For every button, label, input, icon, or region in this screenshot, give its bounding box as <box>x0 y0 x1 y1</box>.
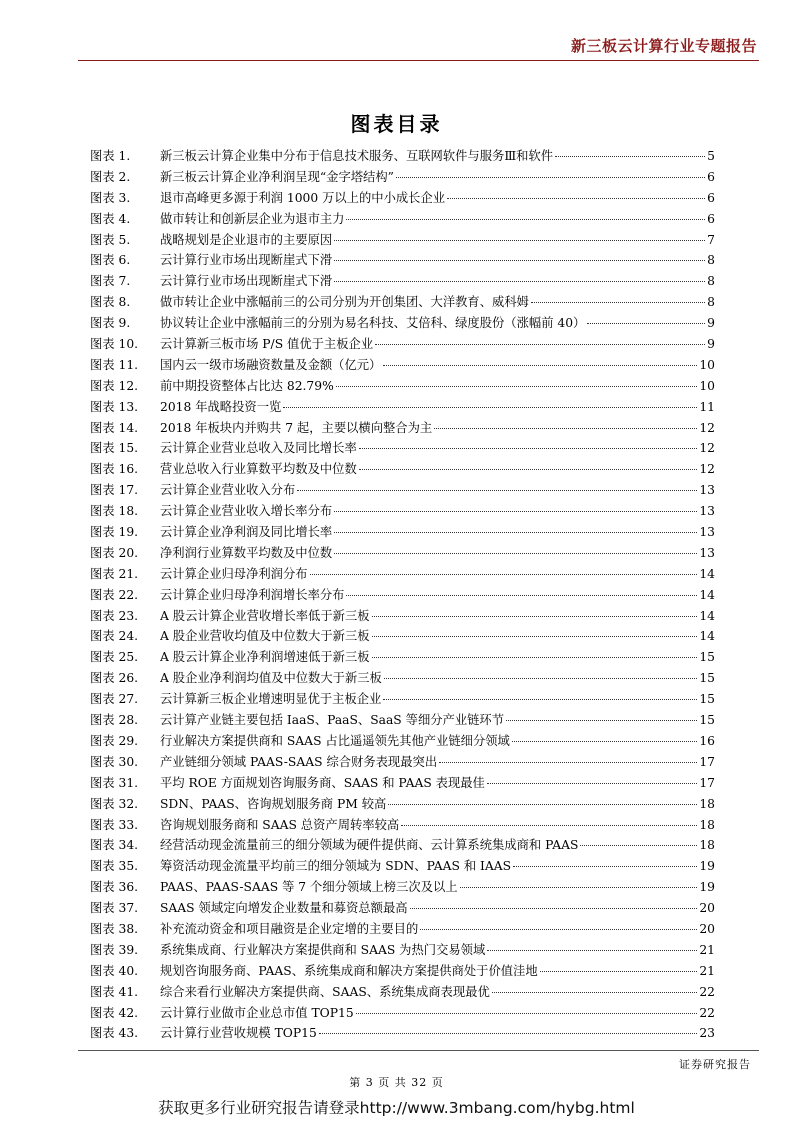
toc-leader-dots <box>492 992 698 993</box>
toc-entry-page: 15 <box>699 713 715 728</box>
toc-entry-title: 规划咨询服务商、PAAS、系统集成商和解决方案提供商处于价值洼地 <box>160 963 538 978</box>
toc-entry-label: 图表 14. <box>90 420 139 435</box>
toc-entry-label: 图表 10. <box>90 337 139 352</box>
toc-entry-page: 17 <box>699 775 715 790</box>
toc-entry-page: 9 <box>707 316 715 331</box>
toc-leader-dots <box>297 490 697 491</box>
toc-entry-page: 19 <box>699 880 715 895</box>
toc-entry-label: 图表 19. <box>90 525 139 540</box>
toc-leader-dots <box>372 657 698 658</box>
toc-entry-title: A 股企业净利润均值及中位数大于新三板 <box>160 671 382 686</box>
toc-entry-page: 5 <box>707 149 715 163</box>
toc-entry-label: 图表 18. <box>90 504 139 519</box>
toc-entry-label: 图表 24. <box>90 629 139 644</box>
toc-leader-dots <box>346 219 705 220</box>
toc-leader-dots <box>356 1013 698 1014</box>
toc-entry-page: 23 <box>699 1026 715 1041</box>
toc-entry-title: 新三板云计算企业集中分布于信息技术服务、互联网软件与服务Ⅲ和软件 <box>160 149 554 163</box>
toc-entry-label: 图表 17. <box>90 483 139 498</box>
toc-entry[interactable] <box>90 752 715 773</box>
toc-entry-page: 8 <box>707 274 715 289</box>
toc-entry-title: 营业总收入行业算数平均数及中位数 <box>160 462 357 477</box>
toc-leader-dots <box>336 386 698 387</box>
download-note[interactable]: 获取更多行业研究报告请登录http://www.3mbang.com/hybg.html <box>158 1099 635 1117</box>
toc-entry-page: 13 <box>699 504 715 519</box>
toc-entry-page: 14 <box>699 587 715 602</box>
toc-entry-page: 18 <box>699 817 715 832</box>
toc-entry-label: 图表 13. <box>90 399 139 414</box>
toc-entry-title: 云计算行业营收规模 TOP15 <box>160 1026 317 1041</box>
toc-entry-title: 做市转让和创新层企业为退市主力 <box>160 211 345 226</box>
toc-entry-label: 图表 37. <box>90 901 139 916</box>
toc-leader-dots <box>540 971 698 972</box>
toc-entry-label: 图表 31. <box>90 775 139 790</box>
toc-entry-title: 产业链细分领域 PAAS-SAAS 综合财务表现最突出 <box>160 754 438 769</box>
toc-entry[interactable] <box>90 877 715 898</box>
toc-entry-title: 2018 年战略投资一览 <box>160 399 282 414</box>
toc-entry-page: 18 <box>699 838 715 853</box>
toc-entry[interactable] <box>90 647 715 668</box>
toc-leader-dots <box>334 240 705 241</box>
toc-leader-dots <box>396 177 705 178</box>
toc-leader-dots <box>319 1033 698 1034</box>
toc-entry-page: 8 <box>707 253 715 268</box>
toc-entry[interactable] <box>90 146 715 167</box>
toc-leader-dots <box>383 365 697 366</box>
toc-entry[interactable] <box>90 459 715 480</box>
toc-entry-label: 图表 34. <box>90 838 139 853</box>
toc-entry[interactable] <box>90 689 715 710</box>
toc-entry-title: 筹资活动现金流量平均前三的细分领域为 SDN、PAAS 和 IAAS <box>160 859 512 874</box>
toc-entry-label: 图表 25. <box>90 650 139 665</box>
toc-entry-title: 前中期投资整体占比达 82.79% <box>160 378 334 393</box>
toc-entry-label: 图表 3. <box>90 190 131 205</box>
toc-entry-title: PAAS、PAAS-SAAS 等 7 个细分领域上榜三次及以上 <box>160 880 458 895</box>
toc-entry[interactable] <box>90 626 715 647</box>
toc-entry[interactable] <box>90 313 715 334</box>
toc-entry[interactable] <box>90 167 715 188</box>
toc-entry[interactable] <box>90 334 715 355</box>
report-header-title: 新三板云计算行业专题报告 <box>570 37 757 55</box>
toc-entry-title: 战略规划是企业退市的主要原因 <box>160 232 333 247</box>
toc-entry[interactable] <box>90 397 715 418</box>
toc-entry-label: 图表 40. <box>90 963 139 978</box>
toc-entry[interactable] <box>90 438 715 459</box>
toc-leader-dots <box>388 804 697 805</box>
toc-entry[interactable] <box>90 250 715 271</box>
toc-leader-dots <box>372 616 698 617</box>
toc-entry-title: 国内云一级市场融资数量及金额（亿元） <box>160 357 382 372</box>
toc-leader-dots <box>580 845 697 846</box>
toc-entry-label: 图表 32. <box>90 796 139 811</box>
toc-leader-dots <box>487 783 697 784</box>
toc-entry-page: 7 <box>707 232 715 247</box>
toc-entry-title: 云计算企业净利润及同比增长率 <box>160 525 333 540</box>
toc-entry[interactable] <box>90 815 715 836</box>
page-title: 图表目录 <box>350 112 443 136</box>
toc-leader-dots <box>283 407 697 408</box>
toc-entry[interactable] <box>90 585 715 606</box>
toc-entry-page: 14 <box>699 566 715 581</box>
toc-leader-dots <box>334 553 697 554</box>
toc-entry[interactable] <box>90 230 715 251</box>
toc-entry-page: 14 <box>699 629 715 644</box>
toc-entry-label: 图表 42. <box>90 1005 139 1020</box>
toc-entry-page: 18 <box>699 796 715 811</box>
toc-entry-title: A 股企业营收均值及中位数大于新三板 <box>160 629 370 644</box>
toc-entry-label: 图表 8. <box>90 295 131 310</box>
toc-leader-dots <box>587 323 705 324</box>
toc-leader-dots <box>359 448 698 449</box>
toc-entry-page: 15 <box>699 671 715 686</box>
toc-entry-page: 20 <box>699 901 715 916</box>
toc-leader-dots <box>460 887 698 888</box>
toc-entry-label: 图表 21. <box>90 566 139 581</box>
toc-entry-label: 图表 35. <box>90 859 139 874</box>
toc-entry[interactable] <box>90 982 715 1003</box>
toc-entry-label: 图表 9. <box>90 316 131 331</box>
toc-leader-dots <box>334 260 705 261</box>
toc-entry-label: 图表 6. <box>90 253 131 268</box>
toc-entry-label: 图表 38. <box>90 921 139 936</box>
toc-entry[interactable] <box>90 480 715 501</box>
toc-entry-label: 图表 15. <box>90 441 139 456</box>
toc-leader-dots <box>487 950 697 951</box>
toc-entry-title: 净利润行业算数平均数及中位数 <box>160 545 333 560</box>
toc-entry[interactable] <box>90 376 715 397</box>
toc-leader-dots <box>410 908 698 909</box>
toc-entry-page: 22 <box>699 984 715 999</box>
toc-entry[interactable] <box>90 209 715 230</box>
toc-leader-dots <box>375 344 705 345</box>
toc-entry[interactable] <box>90 271 715 292</box>
toc-entry-title: 云计算行业市场出现断崖式下滑 <box>160 253 333 268</box>
toc-entry-label: 图表 28. <box>90 713 139 728</box>
toc-entry-label: 图表 41. <box>90 984 139 999</box>
toc-entry[interactable] <box>90 856 715 877</box>
toc-entry-title: 协议转让企业中涨幅前三的分别为易名科技、艾倍科、绿度股份（涨幅前 40） <box>160 316 586 331</box>
toc-entry-page: 21 <box>699 963 715 978</box>
toc-entry-title: 云计算新三板市场 P/S 值优于主板企业 <box>160 337 374 352</box>
toc-entry-title: 2018 年板块内并购共 7 起，主要以横向整合为主 <box>160 420 433 435</box>
toc-entry[interactable] <box>90 898 715 919</box>
toc-entry-page: 10 <box>699 357 715 372</box>
toc-entry-page: 13 <box>699 525 715 540</box>
toc-entry-label: 图表 36. <box>90 880 139 895</box>
toc-entry-page: 22 <box>699 1005 715 1020</box>
toc-entry-title: 云计算产业链主要包括 IaaS、PaaS、SaaS 等细分产业链环节 <box>160 713 505 728</box>
toc-entry-label: 图表 26. <box>90 671 139 686</box>
toc-entry[interactable] <box>90 564 715 585</box>
toc-entry[interactable] <box>90 961 715 982</box>
toc-entry[interactable] <box>90 710 715 731</box>
toc-leader-dots <box>555 156 705 157</box>
toc-leader-dots <box>434 428 697 429</box>
toc-entry[interactable] <box>90 355 715 376</box>
toc-leader-dots <box>401 825 697 826</box>
footer-divider <box>78 1050 759 1051</box>
toc-entry-label: 图表 4. <box>90 211 131 226</box>
toc-entry-label: 图表 22. <box>90 587 139 602</box>
toc-entry[interactable] <box>90 522 715 543</box>
toc-leader-dots <box>372 636 698 637</box>
toc-leader-dots <box>513 866 697 867</box>
toc-leader-dots <box>384 678 698 679</box>
toc-entry-page: 6 <box>707 211 715 226</box>
toc-entry-title: 云计算企业营业收入分布 <box>160 483 296 498</box>
toc-entry-page: 6 <box>707 190 715 205</box>
toc-entry-label: 图表 12. <box>90 378 139 393</box>
toc-leader-dots <box>512 741 697 742</box>
toc-entry-title: SDN、PAAS、咨询规划服务商 PM 较高 <box>160 796 387 811</box>
toc-entry-title: 云计算行业市场出现断崖式下滑 <box>160 274 333 289</box>
toc-entry-label: 图表 2. <box>90 169 131 184</box>
toc-entry-label: 图表 43. <box>90 1026 139 1041</box>
toc-entry-label: 图表 30. <box>90 754 139 769</box>
toc-entry[interactable] <box>90 606 715 627</box>
toc-entry-title: A 股云计算企业营收增长率低于新三板 <box>160 608 370 623</box>
toc-entry-page: 17 <box>699 754 715 769</box>
toc-entry-label: 图表 23. <box>90 608 139 623</box>
toc-leader-dots <box>447 198 705 199</box>
toc-entry[interactable] <box>90 543 715 564</box>
toc-leader-dots <box>334 281 705 282</box>
toc-entry-label: 图表 39. <box>90 942 139 957</box>
toc-entry[interactable] <box>90 940 715 961</box>
toc-entry-title: 做市转让企业中涨幅前三的公司分别为开创集团、大洋教育、威科姆 <box>160 295 529 310</box>
toc-leader-dots <box>420 929 697 930</box>
toc-leader-dots <box>334 532 697 533</box>
toc-entry[interactable] <box>90 835 715 856</box>
toc-entry-page: 20 <box>699 921 715 936</box>
toc-leader-dots <box>359 469 698 470</box>
toc-entry-title: 云计算企业营业总收入及同比增长率 <box>160 441 357 456</box>
toc-entry-label: 图表 11. <box>90 357 139 372</box>
toc-entry-page: 11 <box>699 399 715 414</box>
toc-entry-page: 13 <box>699 545 715 560</box>
footer-label: 证券研究报告 <box>679 1058 751 1071</box>
toc-leader-dots <box>439 762 697 763</box>
toc-entry-page: 15 <box>699 650 715 665</box>
toc-entry-page: 6 <box>707 169 715 184</box>
toc-entry-page: 12 <box>699 462 715 477</box>
toc-entry-page: 19 <box>699 859 715 874</box>
toc-entry-title: A 股云计算企业净利润增速低于新三板 <box>160 650 370 665</box>
toc-entry[interactable] <box>90 731 715 752</box>
toc-entry-page: 14 <box>699 608 715 623</box>
toc-entry-label: 图表 33. <box>90 817 139 832</box>
toc-entry-label: 图表 20. <box>90 545 139 560</box>
toc-entry-title: 补充流动资金和项目融资是企业定增的主要目的 <box>160 921 419 936</box>
toc-entry-title: 云计算企业归母净利润增长率分布 <box>160 587 345 602</box>
toc-entry[interactable] <box>90 188 715 209</box>
toc-entry[interactable] <box>90 1003 715 1024</box>
toc-entry[interactable] <box>90 501 715 522</box>
toc-entry-page: 16 <box>699 733 715 748</box>
toc-leader-dots <box>531 302 705 303</box>
toc-entry-title: 云计算企业营业收入增长率分布 <box>160 504 333 519</box>
table-of-figures <box>90 146 715 1044</box>
toc-leader-dots <box>506 720 697 721</box>
toc-leader-dots <box>346 595 697 596</box>
toc-entry-label: 图表 27. <box>90 692 139 707</box>
toc-entry-label: 图表 1. <box>90 149 131 163</box>
toc-entry-title: 退市高峰更多源于利润 1000 万以上的中小成长企业 <box>160 190 446 205</box>
toc-entry-title: 咨询规划服务商和 SAAS 总资产周转率较高 <box>160 817 400 832</box>
toc-entry-page: 8 <box>707 295 715 310</box>
toc-entry-page: 21 <box>699 942 715 957</box>
toc-entry-title: 行业解决方案提供商和 SAAS 占比遥遥领先其他产业链细分领域 <box>160 733 510 748</box>
toc-leader-dots <box>383 699 697 700</box>
toc-entry-title: 综合来看行业解决方案提供商、SAAS、系统集成商表现最优 <box>160 984 490 999</box>
toc-entry[interactable] <box>90 1023 715 1044</box>
toc-entry-page: 15 <box>699 692 715 707</box>
toc-entry-title: 云计算新三板企业增速明显优于主板企业 <box>160 692 382 707</box>
page-number: 第 3 页 共 32 页 <box>349 1076 444 1089</box>
toc-entry[interactable] <box>90 292 715 313</box>
header-divider <box>78 60 759 61</box>
toc-entry-page: 10 <box>699 378 715 393</box>
toc-entry-title: SAAS 领域定向增发企业数量和募资总额最高 <box>160 901 408 916</box>
toc-entry[interactable] <box>90 794 715 815</box>
toc-entry-page: 12 <box>699 441 715 456</box>
toc-entry[interactable] <box>90 773 715 794</box>
toc-entry[interactable] <box>90 668 715 689</box>
toc-entry[interactable] <box>90 418 715 439</box>
toc-entry-page: 9 <box>707 337 715 352</box>
toc-entry-title: 云计算行业做市企业总市值 TOP15 <box>160 1005 354 1020</box>
toc-entry-label: 图表 7. <box>90 274 131 289</box>
toc-entry-title: 新三板云计算企业净利润呈现“金字塔结构” <box>160 169 394 184</box>
toc-entry-label: 图表 5. <box>90 232 131 247</box>
toc-entry[interactable] <box>90 919 715 940</box>
toc-entry-page: 13 <box>699 483 715 498</box>
toc-entry-title: 平均 ROE 方面规划咨询服务商、SAAS 和 PAAS 表现最佳 <box>160 775 485 790</box>
toc-leader-dots <box>310 574 698 575</box>
toc-entry-title: 系统集成商、行业解决方案提供商和 SAAS 为热门交易领域 <box>160 942 486 957</box>
toc-entry-label: 图表 29. <box>90 733 139 748</box>
toc-entry-title: 云计算企业归母净利润分布 <box>160 566 308 581</box>
toc-leader-dots <box>334 511 697 512</box>
toc-entry-label: 图表 16. <box>90 462 139 477</box>
toc-entry-title: 经营活动现金流量前三的细分领域为硬件提供商、云计算系统集成商和 PAAS <box>160 838 579 853</box>
toc-entry-page: 12 <box>699 420 715 435</box>
